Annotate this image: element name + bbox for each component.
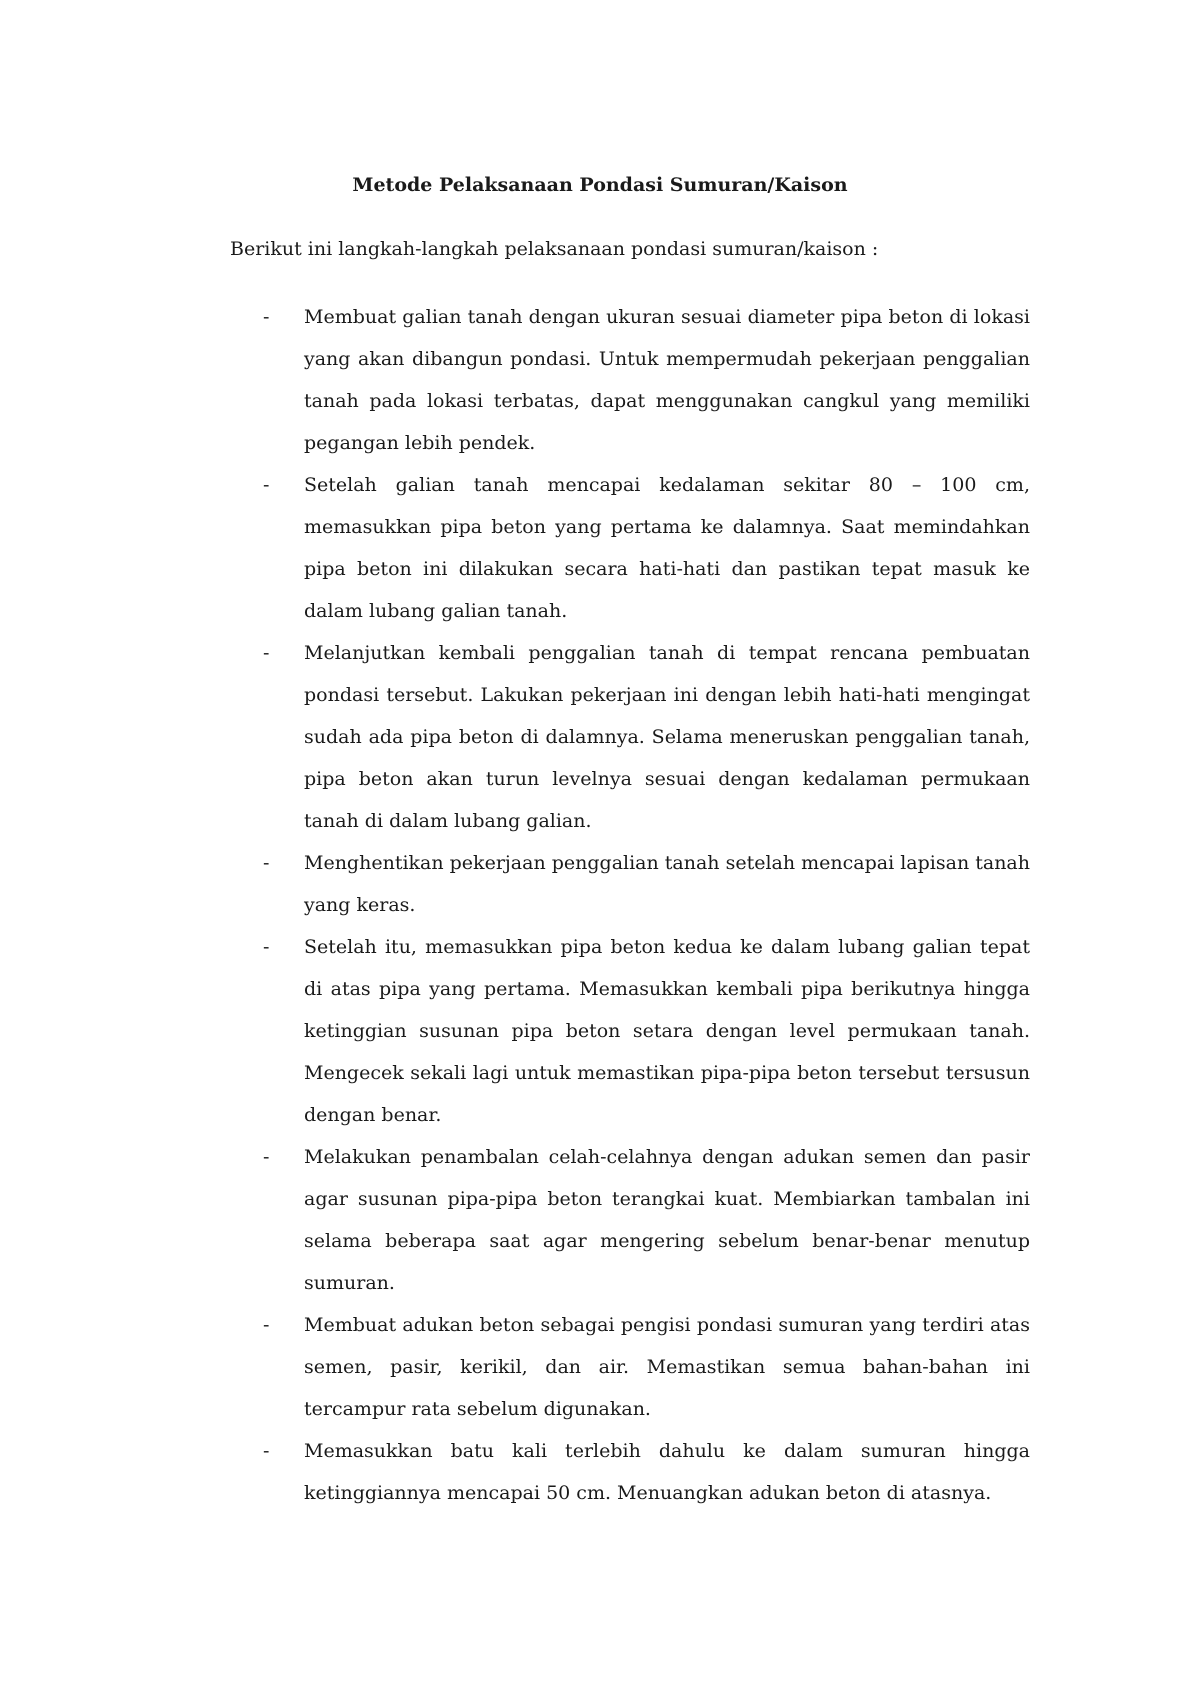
step-text: Melanjutkan kembali penggalian tanah di tempat rencana pembuatan pondasi tersebut. Lakukan pekerjaan ini dengan lebih hati-hati mengingat sudah ada pipa beton di dalamnya. Selama meneruskan penggalian tanah, pipa beton akan turun levelnya sesuai dengan kedalaman permukaan tanah di dalam lubang galian.	[304, 642, 1030, 832]
bullet-dash: -	[263, 852, 270, 874]
step-text: Memasukkan batu kali terlebih dahulu ke dalam sumuran hingga ketinggiannya mencapai 50 cm. Menuangkan adukan beton di atasnya.	[304, 1440, 1030, 1504]
step-text: Melakukan penambalan celah-celahnya dengan adukan semen dan pasir agar susunan pipa-pipa beton terangkai kuat. Membiarkan tambalan ini selama beberapa saat agar mengering sebelum benar-benar menutup sumuran.	[304, 1146, 1030, 1294]
list-item	[230, 1304, 1030, 1430]
steps-list	[230, 296, 1030, 1514]
step-text: Setelah galian tanah mencapai kedalaman sekitar 80 – 100 cm, memasukkan pipa beton yang pertama ke dalamnya. Saat memindahkan pipa beton ini dilakukan secara hati-hati dan pastikan tepat masuk ke dalam lubang galian tanah.	[304, 474, 1030, 622]
step-text: Membuat galian tanah dengan ukuran sesuai diameter pipa beton di lokasi yang akan dibangun pondasi. Untuk mempermudah pekerjaan penggalian tanah pada lokasi terbatas, dapat menggunakan cangkul yang memiliki pegangan lebih pendek.	[304, 306, 1030, 454]
list-item	[230, 926, 1030, 1136]
bullet-dash: -	[263, 306, 270, 328]
intro-paragraph: Berikut ini langkah-langkah pelaksanaan pondasi sumuran/kaison :	[230, 238, 879, 260]
bullet-dash: -	[263, 1146, 270, 1168]
list-item	[230, 632, 1030, 842]
bullet-dash: -	[263, 1314, 270, 1336]
bullet-dash: -	[263, 642, 270, 664]
list-item	[230, 296, 1030, 464]
step-text: Menghentikan pekerjaan penggalian tanah setelah mencapai lapisan tanah yang keras.	[304, 852, 1030, 916]
document-title: Metode Pelaksanaan Pondasi Sumuran/Kaison	[352, 174, 848, 196]
step-text: Membuat adukan beton sebagai pengisi pondasi sumuran yang terdiri atas semen, pasir, kerikil, dan air. Memastikan semua bahan-bahan ini tercampur rata sebelum digunakan.	[304, 1314, 1030, 1420]
step-text: Setelah itu, memasukkan pipa beton kedua ke dalam lubang galian tepat di atas pipa yang pertama. Memasukkan kembali pipa berikutnya hingga ketinggian susunan pipa beton setara dengan level permukaan tanah. Mengecek sekali lagi untuk memastikan pipa-pipa beton tersebut tersusun dengan benar.	[304, 936, 1030, 1126]
bullet-dash: -	[263, 936, 270, 958]
bullet-dash: -	[263, 1440, 270, 1462]
list-item	[230, 842, 1030, 926]
bullet-dash: -	[263, 474, 270, 496]
list-item	[230, 1136, 1030, 1304]
list-item	[230, 464, 1030, 632]
list-item	[230, 1430, 1030, 1514]
